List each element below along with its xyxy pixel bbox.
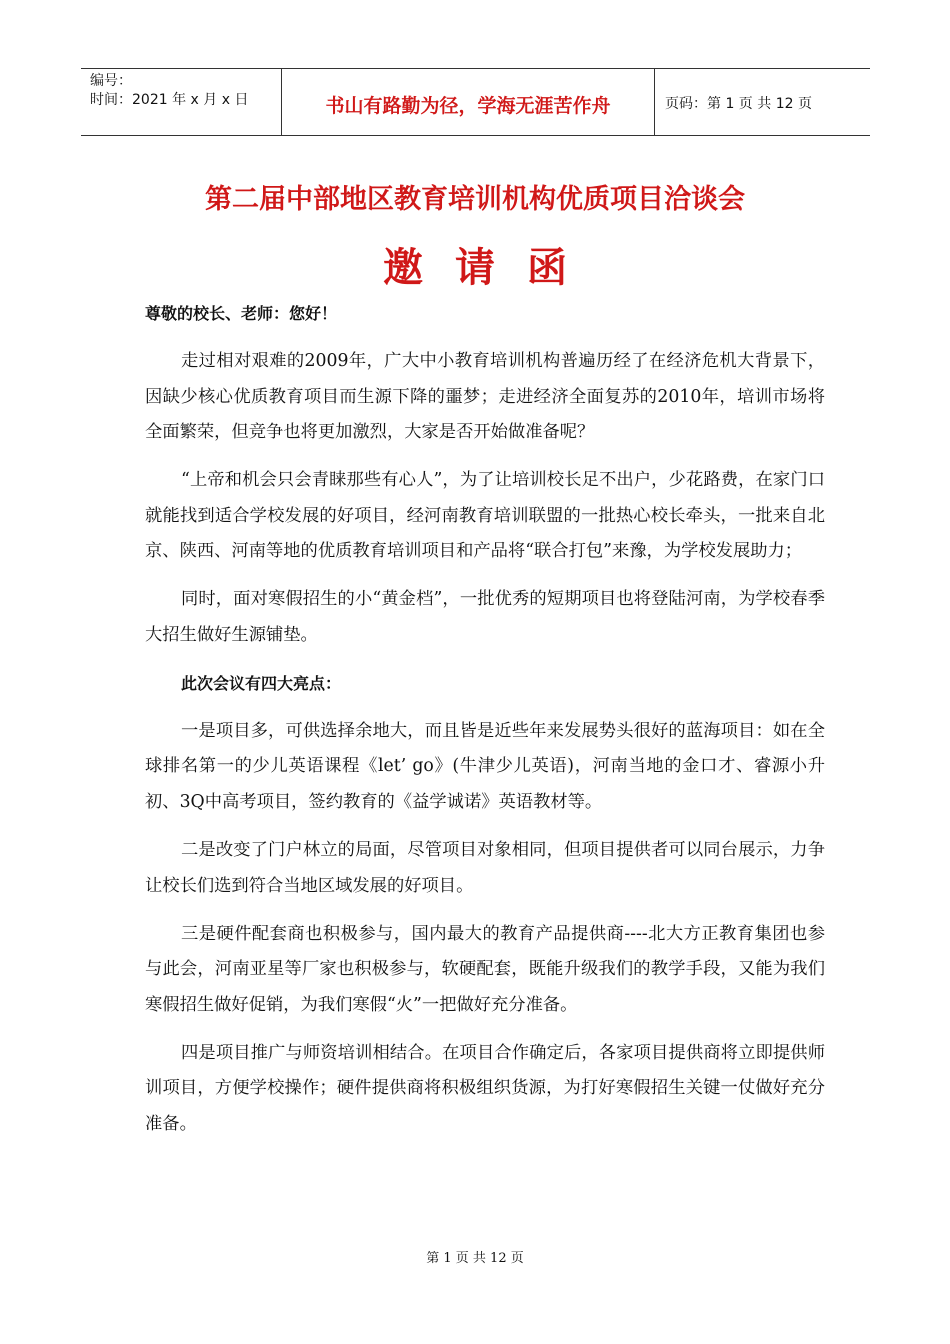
document-date: 时间：2021 年 x 月 x 日	[90, 92, 249, 108]
highlight-item: 二是改变了门户林立的局面，尽管项目对象相同，但项目提供者可以同台展示，力争让校长们选到符合当地区域发展的好项目。	[145, 840, 825, 896]
document-body	[145, 296, 825, 1155]
paragraph: 走过相对艰难的2009年，广大中小教育培训机构普遍历经了在经济危机大背景下，因缺少核心优质教育项目而生源下降的噩梦；走进经济全面复苏的2010年，培训市场将全面繁荣，但竞争也将更加激烈，大家是否开始做准备呢？	[145, 350, 825, 443]
highlight-item: 三是硬件配套商也积极参与，国内最大的教育产品提供商----北大方正教育集团也参与此会，河南亚星等厂家也积极参与，软硬配套，既能升级我们的教学手段，又能为我们寒假招生做好促销，为我们寒假“火”一把做好充分准备。	[145, 923, 825, 1015]
paragraph: 同时，面对寒假招生的小“黄金档”，一批优秀的短期项目也将登陆河南，为学校春季大招生做好生源铺垫。	[145, 589, 825, 645]
document-number-label: 编号：	[90, 73, 132, 89]
document-header	[81, 68, 870, 136]
document-subtitle: 邀请函	[383, 245, 599, 291]
highlight-item: 一是项目多，可供选择余地大，而且皆是近些年来发展势头很好的蓝海项目：如在全球排名第一的少儿英语课程《let’ go》(牛津少儿英语)，河南当地的金口才、睿源小升初、3Q中高考项目，签约教育的《益学诚诺》英语教材等。	[145, 720, 825, 813]
highlights-heading: 此次会议有四大亮点：	[181, 673, 342, 693]
document-title: 第二届中部地区教育培训机构优质项目洽谈会	[205, 184, 745, 215]
header-meta	[81, 69, 282, 135]
highlight-item: 四是项目推广与师资培训相结合。在项目合作确定后，各家项目提供商将立即提供师训项目，方便学校操作；硬件提供商将积极组织货源，为打好寒假招生关键一仗做好充分准备。	[145, 1042, 825, 1134]
header-page-info: 页码：第 1 页 共 12 页	[665, 96, 812, 112]
greeting: 尊敬的校长、老师：您好！	[145, 304, 338, 323]
page-footer: 第 1 页 共 12 页	[426, 1251, 524, 1266]
paragraph: “上帝和机会只会青睐那些有心人”，为了让培训校长足不出户，少花路费，在家门口就能找到适合学校发展的好项目，经河南教育培训联盟的一批热心校长牵头，一批来自北京、陕西、河南等地的优质教育培训项目和产品将“联合打包”来豫，为学校发展助力；	[145, 470, 825, 562]
header-motto: 书山有路勤为径，学海无涯苦作舟	[282, 69, 655, 135]
